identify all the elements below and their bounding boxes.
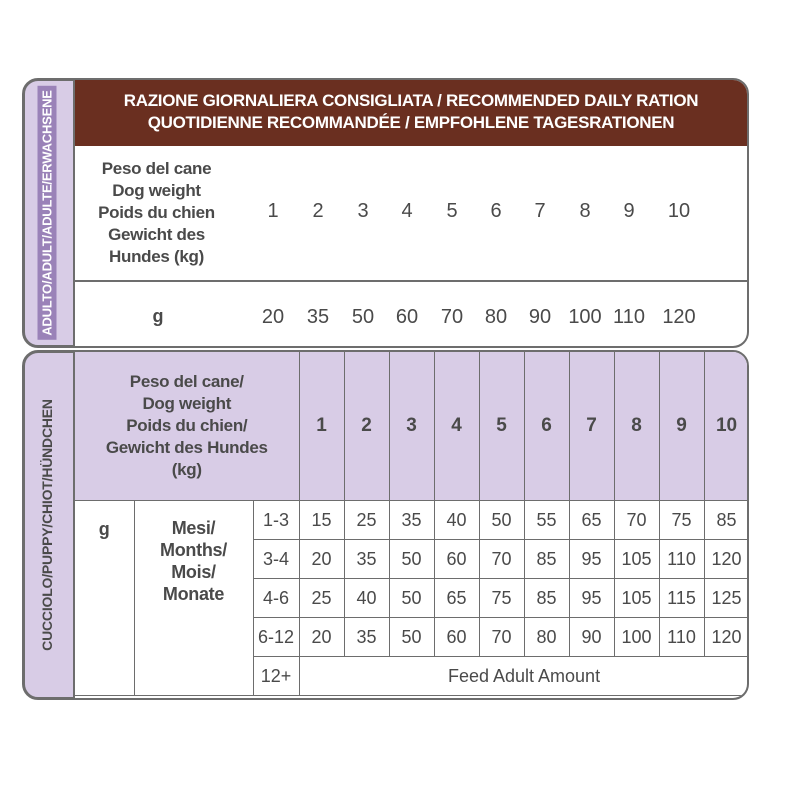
adult-g-label: g [152,306,164,326]
age-range-cell: 3-4 [253,540,299,579]
adult-weight-value: 9 [623,200,635,222]
grams-cell: 105 [614,540,659,579]
adult-weight-label [89,158,224,268]
table-row [75,501,747,540]
grams-cell: 85 [524,579,569,618]
adult-weight-value: 3 [357,200,369,222]
header-line-2: QUOTIDIENNE RECOMMANDÉE / EMPFOHLENE TAGESRATIONEN [147,113,675,132]
feed-adult-note: Feed Adult Amount [299,657,747,696]
grams-cell: 35 [344,618,389,657]
grams-cell: 110 [659,618,704,657]
months-label-line: Months/ [160,540,227,560]
adult-weight-value: 1 [267,200,279,222]
puppy-weight-header: 2 [344,352,389,501]
adult-grams-value: 100 [568,306,602,328]
grams-cell: 100 [614,618,659,657]
puppy-g-label: g [75,501,134,696]
months-label-line: Monate [162,584,225,604]
puppy-weight-label-line: Peso del cane/ [129,372,244,391]
age-range-cell: 6-12 [253,618,299,657]
age-range-cell: 4-6 [253,579,299,618]
adult-grams-value: 90 [528,306,552,328]
grams-cell: 20 [299,618,344,657]
puppy-weight-row [75,352,747,501]
grams-cell: 50 [479,501,524,540]
puppy-weight-header: 4 [434,352,479,501]
puppy-weight-header: 6 [524,352,569,501]
grams-cell: 55 [524,501,569,540]
adult-grams-value: 120 [662,306,696,328]
grams-cell: 15 [299,501,344,540]
grams-cell: 20 [299,540,344,579]
grams-cell: 35 [344,540,389,579]
adult-grams-value: 70 [440,306,464,328]
header-line-1: RAZIONE GIORNALIERA CONSIGLIATA / RECOMMENDED DAILY RATION [123,91,699,110]
puppy-weight-header: 7 [569,352,614,501]
adult-weight-label-line: Hundes (kg) [109,247,204,266]
adult-weight-label-line: Poids du chien [98,203,215,222]
grams-cell: 50 [389,579,434,618]
grams-cell: 70 [479,540,524,579]
adult-weight-value: 6 [490,200,502,222]
grams-cell: 110 [659,540,704,579]
adult-weight-value: 10 [667,200,691,222]
age-range-cell: 12+ [253,657,299,696]
puppy-ration-table [75,352,747,696]
grams-cell: 60 [434,618,479,657]
ration-header [75,80,747,146]
adult-grams-value: 60 [395,306,419,328]
grams-cell: 50 [389,618,434,657]
grams-cell: 70 [479,618,524,657]
puppy-weight-label [75,352,299,501]
adult-grams-value: 20 [261,306,285,328]
grams-cell: 90 [569,618,614,657]
grams-cell: 35 [389,501,434,540]
grams-cell: 65 [569,501,614,540]
grams-cell: 80 [524,618,569,657]
grams-cell: 95 [569,579,614,618]
adult-weight-value: 5 [446,200,458,222]
puppy-weight-label-line: (kg) [171,460,202,479]
puppy-months-label [134,501,253,696]
grams-cell: 120 [704,540,747,579]
puppy-weight-label-line: Poids du chien/ [126,416,248,435]
adult-weight-value: 2 [312,200,324,222]
grams-cell: 120 [704,618,747,657]
grams-cell: 50 [389,540,434,579]
adult-weight-label-line: Peso del cane [101,159,212,178]
grams-cell: 25 [299,579,344,618]
puppy-weight-header: 10 [704,352,747,501]
adult-grams-row [75,282,747,346]
grams-cell: 65 [434,579,479,618]
puppy-table-container [73,352,747,698]
adult-weight-label-line: Dog weight [112,181,201,200]
puppy-weight-header: 8 [614,352,659,501]
grams-cell: 85 [704,501,747,540]
grams-cell: 105 [614,579,659,618]
grams-cell: 40 [434,501,479,540]
puppy-weight-header: 9 [659,352,704,501]
adult-grams-value: 50 [351,306,375,328]
grams-cell: 60 [434,540,479,579]
puppy-side-label: CUCCIOLO/PUPPY/CHIOT/HÜNDCHEN [39,399,55,651]
months-label-line: Mois/ [171,562,216,582]
grams-cell: 25 [344,501,389,540]
puppy-weight-header: 3 [389,352,434,501]
puppy-weight-label-line: Gewicht des Hundes [105,438,268,457]
grams-cell: 115 [659,579,704,618]
grams-cell: 75 [479,579,524,618]
grams-cell: 95 [569,540,614,579]
grams-cell: 75 [659,501,704,540]
grams-cell: 40 [344,579,389,618]
puppy-weight-header: 1 [299,352,344,501]
grams-cell: 125 [704,579,747,618]
adult-grams-value: 35 [306,306,330,328]
adult-side-label: ADULTO/ADULT/ADULTE/ERWACHSENE [38,86,57,340]
adult-weight-row [75,146,747,282]
adult-table [73,80,747,346]
grams-cell: 70 [614,501,659,540]
adult-grams-value: 110 [613,306,645,328]
adult-weight-label-line: Gewicht des [108,225,205,244]
months-label-line: Mesi/ [171,518,216,538]
age-range-cell: 1-3 [253,501,299,540]
grams-cell: 85 [524,540,569,579]
adult-weight-value: 7 [534,200,546,222]
adult-weight-value: 8 [579,200,591,222]
puppy-weight-label-line: Dog weight [142,394,232,413]
adult-weight-value: 4 [401,200,413,222]
puppy-weight-header: 5 [479,352,524,501]
adult-grams-value: 80 [484,306,508,328]
